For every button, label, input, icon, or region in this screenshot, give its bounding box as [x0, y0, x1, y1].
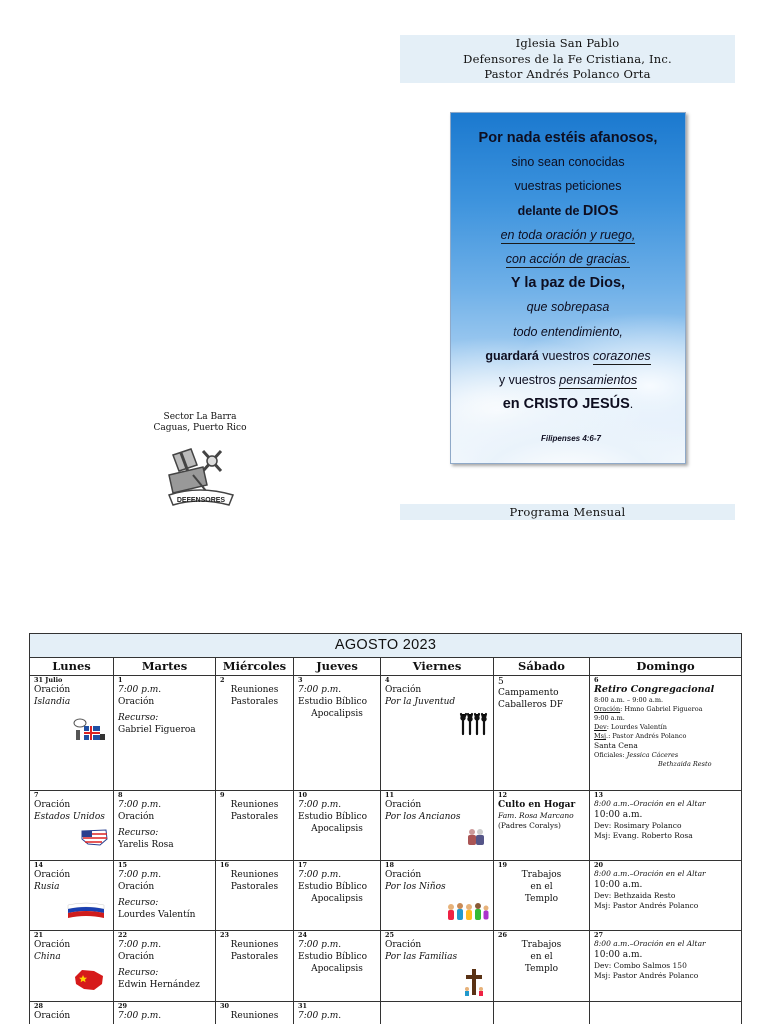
calendar-day-cell	[114, 1002, 216, 1024]
day-number: 31 Julio	[34, 676, 63, 684]
calendar-day-cell	[494, 931, 590, 1002]
day-number: 5	[498, 677, 504, 687]
event-time: 7:00 p.m.	[298, 685, 342, 695]
event-text: Reuniones	[230, 870, 279, 880]
event-time: 7:00 p.m.	[298, 800, 342, 810]
day-number: 4	[385, 676, 390, 684]
event-subject: Apocalipsis	[311, 824, 363, 834]
calendar-day-cell	[114, 931, 216, 1002]
event-subject: Por la Juventud	[385, 697, 456, 707]
day-number: 18	[385, 861, 395, 869]
event-text: Santa Cena	[594, 741, 638, 750]
event-text: Trabajos	[521, 870, 562, 880]
iceland-weather-icon	[70, 716, 106, 746]
day-number: 7	[34, 791, 39, 799]
resource-label: Recurso:	[118, 898, 159, 908]
day-number: 29	[118, 1002, 128, 1010]
program-title: Programa Mensual	[400, 504, 735, 520]
calendar-day-cell	[590, 791, 742, 861]
message-label: Msj	[594, 732, 607, 740]
event-time: 7:00 p.m.	[118, 870, 162, 880]
event-text: Pastorales	[230, 697, 279, 707]
event-text: Estudio Bíblico	[298, 697, 367, 707]
event-text: Campamento	[498, 688, 559, 698]
verse-line-12-dot: .	[629, 397, 634, 412]
resource-person: Yarelis Rosa	[118, 840, 174, 850]
message-person: Msj: Pastor Andrés Polanco	[594, 901, 699, 910]
day-header-saturday: Sábado	[494, 658, 590, 676]
verse-line-10a: guardará	[485, 348, 539, 363]
devotional-person: Dev: Combo Salmos 150	[594, 961, 687, 970]
event-time: 7:00 p.m.	[118, 800, 162, 810]
event-time: 10:00 a.m.	[594, 810, 643, 820]
day-number: 21	[34, 931, 44, 939]
day-number: 24	[298, 931, 308, 939]
verse-line-10b: vuestros	[538, 348, 593, 363]
calendar-week	[30, 1002, 742, 1024]
pastor-name: Pastor Andrés Polanco Orta	[484, 67, 651, 81]
sector-location	[130, 412, 270, 434]
prayer-label: Oración	[594, 705, 621, 713]
event-host: Fam. Rosa Marcano	[498, 811, 574, 820]
calendar-day-cell	[590, 676, 742, 791]
devotional-person: Dev: Bethzaida Resto	[594, 891, 676, 900]
event-text: Reuniones	[230, 940, 279, 950]
calendar-week	[30, 931, 742, 1002]
day-number: 19	[498, 861, 508, 869]
day-header-sunday: Domingo	[590, 658, 742, 676]
calendar-day-cell	[216, 861, 294, 931]
day-number: 12	[498, 791, 508, 799]
calendar-day-cell	[590, 861, 742, 931]
verse-line-7: Y la paz de Dios,	[510, 275, 626, 292]
official-person: Bethzaida Resto	[658, 760, 712, 768]
verse-line-11a: y vuestros	[498, 372, 560, 387]
event-time: 8:00 a.m.–Oración en el Altar	[594, 869, 706, 878]
event-text: Oración	[34, 800, 71, 810]
calendar-day-cell	[381, 1002, 494, 1024]
event-subject: Estados Unidos	[34, 812, 105, 822]
event-text: Pastorales	[230, 812, 279, 822]
calendar-day-cell	[30, 861, 114, 931]
event-subject: Por los Ancianos	[385, 812, 461, 822]
event-title: Retiro Congregacional	[594, 684, 715, 695]
officials-label: Oficiales:	[594, 751, 627, 759]
bible-verse-card	[450, 112, 686, 464]
church-header	[400, 35, 735, 83]
event-text: Oración	[118, 882, 155, 892]
day-number: 15	[118, 861, 128, 869]
sector-city: Caguas, Puerto Rico	[153, 423, 247, 433]
logo-text: DEFENSORES	[176, 497, 226, 504]
calendar-day-cell	[216, 676, 294, 791]
event-text: Oración	[385, 800, 422, 810]
event-text: Pastorales	[230, 952, 279, 962]
verse-line-1: Por nada estéis afanosos,	[478, 130, 658, 146]
event-time: 7:00 p.m.	[118, 685, 162, 695]
defensores-shield-logo	[163, 445, 237, 517]
prayer-person: : Hmno Gabriel Figueroa	[620, 705, 703, 713]
message-person: .: Pastor Andrés Polanco	[606, 732, 687, 740]
day-number: 10	[298, 791, 308, 799]
calendar-day-cell	[294, 791, 381, 861]
monthly-calendar	[29, 633, 742, 1024]
devotional-label: Dev	[594, 723, 607, 731]
event-time: 7:00 p.m.	[298, 870, 342, 880]
day-number: 11	[385, 791, 395, 799]
event-time: 10:00 a.m.	[594, 950, 643, 960]
day-header-friday: Viernes	[381, 658, 494, 676]
calendar-day-cell	[30, 931, 114, 1002]
day-header-tuesday: Martes	[114, 658, 216, 676]
day-number: 6	[594, 676, 599, 684]
day-number: 26	[498, 931, 508, 939]
event-text: Estudio Bíblico	[298, 812, 367, 822]
event-time: 10:00 a.m.	[594, 880, 643, 890]
calendar-title: AGOSTO 2023	[30, 634, 742, 658]
event-subject: Apocalipsis	[311, 964, 363, 974]
elderly-couple-icon	[465, 827, 487, 847]
event-text: Oración	[385, 685, 422, 695]
day-header-wednesday: Miércoles	[216, 658, 294, 676]
day-number: 8	[118, 791, 123, 799]
calendar-day-cell	[494, 861, 590, 931]
calendar-day-cell	[294, 676, 381, 791]
calendar-day-cell	[590, 1002, 742, 1024]
event-time: 7:00 p.m.	[118, 1011, 162, 1021]
event-subject: Apocalipsis	[311, 709, 363, 719]
calendar-day-cell	[381, 676, 494, 791]
verse-line-2: sino sean conocidas	[511, 155, 625, 170]
calendar-day-cell	[381, 861, 494, 931]
calendar-day-cell	[294, 931, 381, 1002]
day-number: 2	[220, 676, 225, 684]
day-number: 23	[220, 931, 230, 939]
calendar-day-cell	[294, 861, 381, 931]
day-number: 27	[594, 931, 604, 939]
day-number: 13	[594, 791, 604, 799]
event-text: Pastorales	[230, 882, 279, 892]
day-number: 17	[298, 861, 308, 869]
verse-line-4b: DIOS	[582, 202, 619, 219]
verse-line-12: en CRISTO JESÚS	[502, 396, 630, 413]
day-number: 14	[34, 861, 44, 869]
verse-line-8: que sobrepasa	[526, 300, 610, 315]
event-text: Oración	[34, 870, 71, 880]
event-text: Caballeros DF	[498, 700, 564, 710]
event-time: 8:00 a.m.–Oración en el Altar	[594, 939, 706, 948]
event-text: Oración	[34, 685, 71, 695]
event-text: Templo	[524, 894, 559, 904]
event-time: 8:00 a.m. – 9:00 a.m.	[594, 696, 664, 704]
day-number: 1	[118, 676, 123, 684]
calendar-day-cell	[114, 676, 216, 791]
verse-line-10c: corazones	[593, 348, 651, 363]
calendar-day-cell	[294, 1002, 381, 1024]
calendar-day-cell	[494, 791, 590, 861]
message-person: Msj: Evang. Roberto Rosa	[594, 831, 693, 840]
event-subject: Por los Niños	[385, 882, 446, 892]
devotional-person: : Lourdes Valentín	[606, 723, 667, 731]
day-number: 25	[385, 931, 395, 939]
church-name: Iglesia San Pablo	[515, 36, 620, 50]
day-number: 16	[220, 861, 230, 869]
calendar-day-cell	[494, 676, 590, 791]
event-text: Oración	[34, 1011, 71, 1021]
calendar-day-cell	[216, 1002, 294, 1024]
resource-person: Gabriel Figueroa	[118, 725, 196, 735]
event-subject: Rusia	[34, 882, 60, 892]
resource-label: Recurso:	[118, 713, 159, 723]
children-group-icon	[445, 901, 489, 923]
calendar-day-cell	[381, 791, 494, 861]
event-text: Oración	[385, 940, 422, 950]
calendar-day-cell	[381, 931, 494, 1002]
event-subject: Islandia	[34, 697, 71, 707]
verse-line-9: todo entendimiento,	[513, 324, 623, 339]
usa-map-flag-icon	[80, 827, 108, 847]
official-person: Jessica Cáceres	[626, 751, 679, 759]
day-header-thursday: Jueves	[294, 658, 381, 676]
event-subject: China	[34, 952, 61, 962]
day-number: 3	[298, 676, 303, 684]
verse-line-5: en toda oración y ruego,	[500, 227, 636, 242]
event-text: Estudio Bíblico	[298, 952, 367, 962]
calendar-week	[30, 861, 742, 931]
event-text: en el	[530, 882, 553, 892]
event-text: Oración	[118, 697, 155, 707]
verse-line-4a: delante de	[517, 203, 583, 218]
day-number: 31	[298, 1002, 308, 1010]
day-number: 9	[220, 791, 225, 799]
calendar-day-cell	[590, 931, 742, 1002]
calendar-day-cell	[114, 791, 216, 861]
event-title: Culto en Hogar	[498, 800, 576, 810]
day-number: 20	[594, 861, 604, 869]
event-text: Trabajos	[521, 940, 562, 950]
calendar-day-cell	[494, 1002, 590, 1024]
family-cross-icon	[463, 967, 485, 997]
event-time: 8:00 a.m.–Oración en el Altar	[594, 799, 706, 808]
youth-worship-icon	[459, 710, 489, 736]
resource-label: Recurso:	[118, 968, 159, 978]
event-text: Oración	[118, 812, 155, 822]
calendar-day-cell	[30, 1002, 114, 1024]
calendar-week	[30, 676, 742, 791]
event-host-note: (Padres Coralys)	[498, 821, 561, 830]
verse-line-3: vuestras peticiones	[514, 179, 622, 194]
calendar-day-cell	[114, 861, 216, 931]
day-number: 22	[118, 931, 128, 939]
day-header-monday: Lunes	[30, 658, 114, 676]
china-map-flag-icon	[72, 967, 106, 993]
devotional-person: Dev: Rosimary Polanco	[594, 821, 682, 830]
event-subject: Apocalipsis	[311, 894, 363, 904]
event-text: Oración	[118, 952, 155, 962]
event-text: Reuniones	[230, 685, 279, 695]
event-time: 7:00 p.m.	[118, 940, 162, 950]
day-number: 28	[34, 1002, 44, 1010]
event-text: Reuniones	[230, 1011, 279, 1021]
event-text: Templo	[524, 964, 559, 974]
verse-line-6: con acción de gracias.	[505, 251, 631, 266]
verse-line-11b: pensamientos	[559, 372, 638, 387]
day-number: 30	[220, 1002, 230, 1010]
organization-name: Defensores de la Fe Cristiana, Inc.	[463, 51, 672, 66]
message-person: Msj: Pastor Andrés Polanco	[594, 971, 699, 980]
event-time: 7:00 p.m.	[298, 1011, 342, 1021]
russia-flag-icon	[66, 901, 106, 921]
resource-person: Edwin Hernández	[118, 980, 200, 990]
event-subject: Por las Familias	[385, 952, 458, 962]
calendar-week	[30, 791, 742, 861]
calendar-day-cell	[216, 931, 294, 1002]
event-time: 9:00 a.m.	[594, 714, 625, 722]
event-text: Reuniones	[230, 800, 279, 810]
calendar-day-cell	[216, 791, 294, 861]
event-text: Estudio Bíblico	[298, 882, 367, 892]
event-text: en el	[530, 952, 553, 962]
resource-label: Recurso:	[118, 828, 159, 838]
calendar-day-cell	[30, 676, 114, 791]
event-text: Oración	[385, 870, 422, 880]
resource-person: Lourdes Valentín	[118, 910, 196, 920]
calendar-day-cell	[30, 791, 114, 861]
sector-name: Sector La Barra	[163, 412, 237, 422]
verse-reference: Filipenses 4:6-7	[540, 434, 601, 443]
event-time: 7:00 p.m.	[298, 940, 342, 950]
event-text: Oración	[34, 940, 71, 950]
